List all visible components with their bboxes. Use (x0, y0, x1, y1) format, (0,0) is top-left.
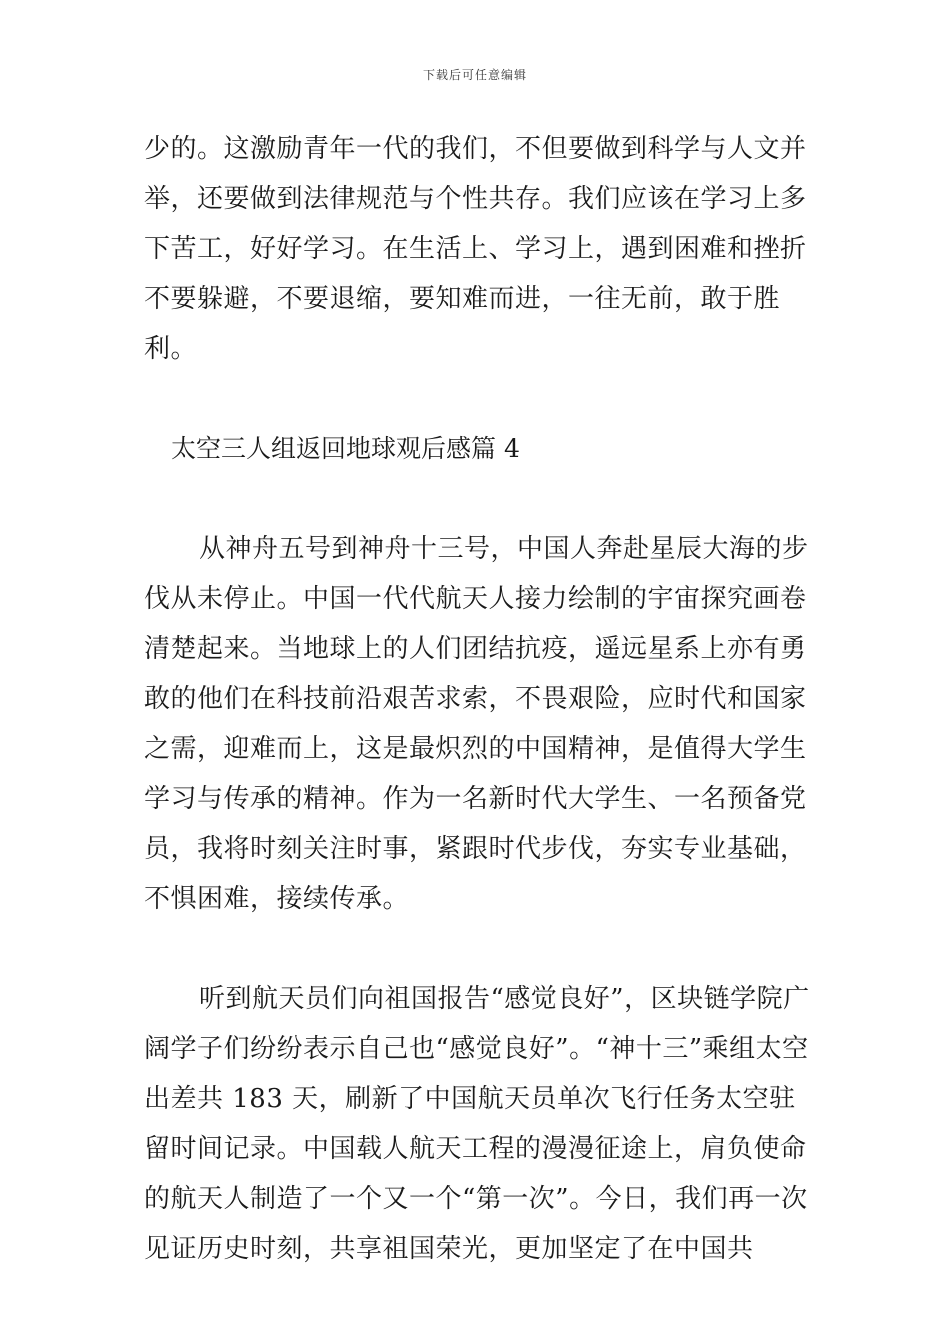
text-line: 举，还要做到法律规范与个性共存。我们应该在学习上多 (144, 184, 807, 214)
paragraph: 从神舟五号到神舟十三号，中国人奔赴星辰大海的步伐从未停止。中国一代代航天人接力绘制的宇宙探究画卷清楚起来。当地球上的人们团结抗疫，遥远星系上亦有勇敢的他们在科技前沿艰苦求索，不畏艰险，应时代和国家之需，迎难而上，这是最炽烈的中国精神，是值得大学生学习与传承的精神。作为一名新时代大学生、一名预备党员，我将时刻关注时事，紧跟时代步伐，夯实专业基础，不惧困难，接续传承。 (144, 534, 809, 914)
paragraph-spacer (144, 374, 814, 424)
text-line: 不要躲避，不要退缩，要知难而进，一往无前，敢于胜利。 (144, 284, 781, 364)
paragraph: 听到航天员们向祖国报告“感觉良好”，区块链学院广阔学子们纷纷表示自己也“感觉良好”。“神十三”乘组太空出差共 183 天，刷新了中国航天员单次飞行任务太空驻留时间记录。中国载人航天工程的漫漫征途上，肩负使命的航天人制造了一个又一个“第一次”。今日，我们再一次见证历史时刻，共享祖国荣光，更加坚定了在中国共 (144, 984, 810, 1264)
paragraph-continuation (144, 124, 814, 374)
section-title: 太空三人组返回地球观后感篇 4 (171, 434, 520, 463)
text-line: 下苦工，好好学习。在生活上、学习上，遇到困难和挫折 (144, 234, 807, 264)
paragraph-spacer (144, 924, 814, 974)
text-line: 少的。这激励青年一代的我们，不但要做到科学与人文并 (144, 134, 807, 164)
paragraph-spacer (144, 474, 814, 524)
page-header-note: 下载后可任意编辑 (422, 68, 527, 82)
document-body (144, 124, 814, 1274)
